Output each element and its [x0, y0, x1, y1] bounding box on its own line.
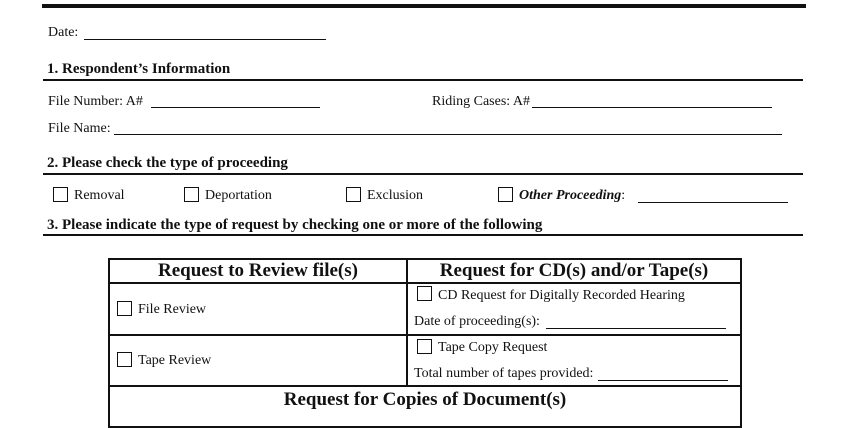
tape-review-label: Tape Review: [138, 353, 212, 368]
date-of-proceedings-label: Date of proceeding(s):: [414, 314, 540, 329]
date-label: Date:: [48, 25, 79, 40]
section2-heading: 2. Please check the type of proceeding: [47, 155, 288, 171]
table-row-rule: [108, 334, 742, 336]
removal-checkbox[interactable]: [53, 187, 68, 202]
riding-cases-label: Riding Cases: A#: [432, 94, 531, 109]
date-field[interactable]: [84, 39, 326, 40]
file-review-checkbox[interactable]: [117, 301, 132, 316]
total-tapes-field[interactable]: [598, 380, 728, 381]
copies-header: Request for Copies of Document(s): [283, 389, 567, 410]
tape-review-checkbox[interactable]: [117, 352, 132, 367]
file-number-field[interactable]: [151, 107, 320, 108]
date-of-proceedings-field[interactable]: [546, 328, 726, 329]
deportation-checkbox[interactable]: [184, 187, 199, 202]
table-header-rule: [108, 282, 742, 284]
section1-heading: 1. Respondent’s Information: [47, 61, 231, 77]
top-rule: [42, 4, 806, 8]
riding-cases-field[interactable]: [532, 107, 772, 108]
table-copies-rule: [108, 385, 742, 387]
cd-request-label: CD Request for Digitally Recorded Hearing: [438, 288, 685, 303]
file-review-label: File Review: [138, 302, 207, 317]
file-number-label: File Number: A#: [48, 94, 143, 109]
cd-tape-header: Request for CD(s) and/or Tape(s): [439, 260, 709, 281]
cd-request-checkbox[interactable]: [417, 286, 432, 301]
total-tapes-label: Total number of tapes provided:: [414, 366, 594, 381]
section3-heading: 3. Please indicate the type of request by checking one or more of the following: [47, 217, 543, 233]
exclusion-checkbox[interactable]: [346, 187, 361, 202]
other-proceeding-checkbox[interactable]: [498, 187, 513, 202]
review-files-header: Request to Review file(s): [158, 260, 358, 281]
file-name-label: File Name:: [48, 121, 111, 136]
other-proceeding-colon: :: [621, 188, 626, 203]
other-proceeding-label: [519, 188, 625, 204]
other-proceeding-text: Other Proceeding: [519, 188, 622, 203]
exclusion-label: Exclusion: [367, 188, 423, 203]
other-proceeding-field[interactable]: [638, 202, 788, 203]
section1-rule: [43, 79, 803, 81]
removal-label: Removal: [74, 188, 125, 203]
section3-rule: [43, 234, 803, 236]
tape-copy-checkbox[interactable]: [417, 339, 432, 354]
tape-copy-label: Tape Copy Request: [438, 340, 548, 355]
deportation-label: Deportation: [205, 188, 272, 203]
section2-rule: [43, 173, 803, 175]
file-name-field[interactable]: [114, 134, 782, 135]
